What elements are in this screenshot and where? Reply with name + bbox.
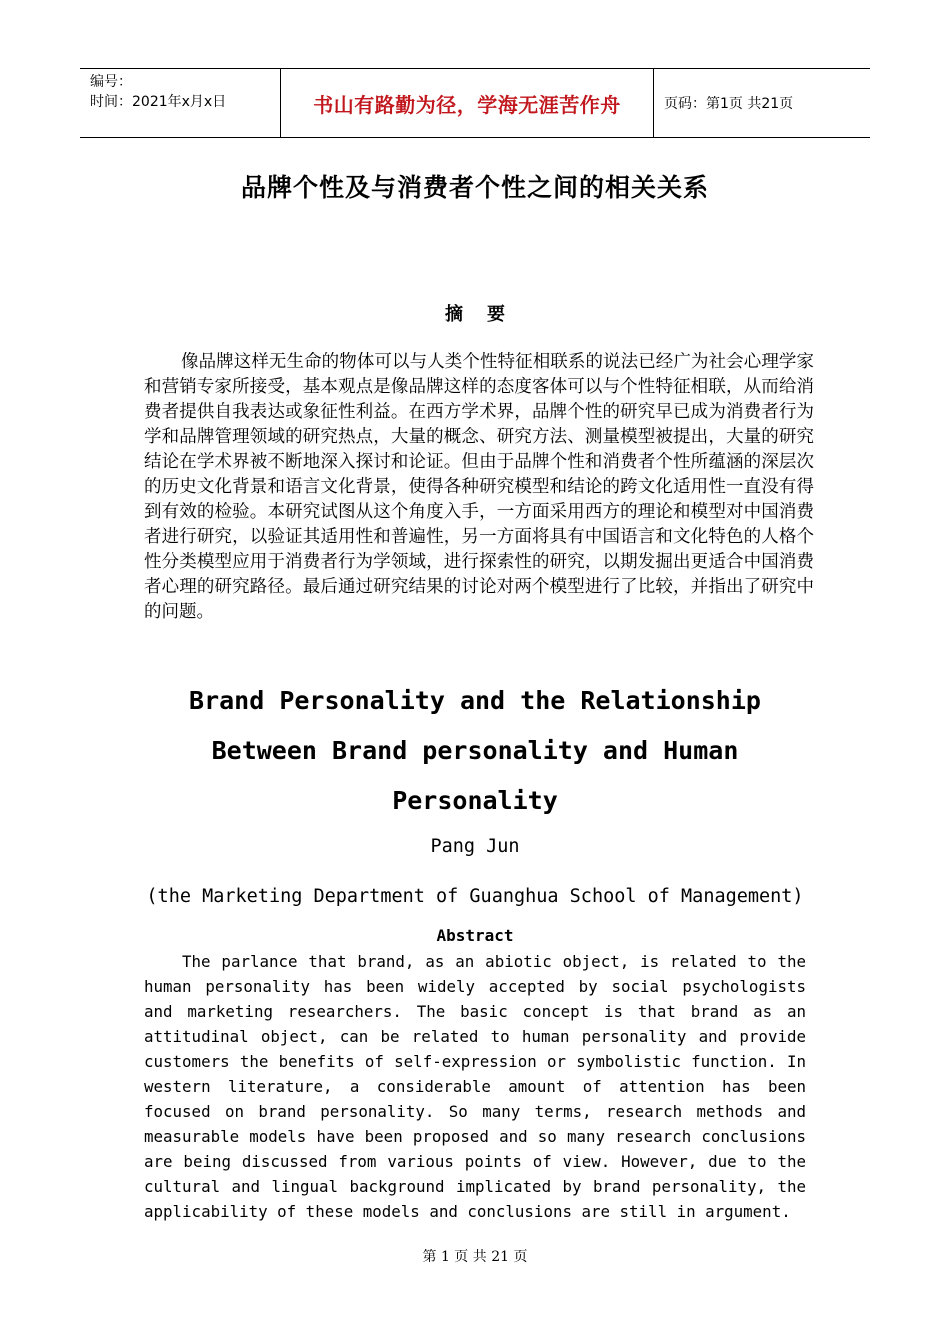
document-date-label: 时间：2021年x月x日 — [90, 94, 227, 110]
english-abstract-body: The parlance that brand, as an abiotic object, is related to the human personality has been widely accepted by social psychologists and marketing researchers. The basic concept is that brand as an attitudinal object, can be related to human personality and provide customers the benefits of self-expression or symbolistic function. In western literature, a considerable amount of attention has been focused on brand personality. So many terms, research methods and measurable models have been proposed and so many research conclusions are being discussed from various points of view. However, due to the cultural and lingual background implicated by brand personality, the applicability of these models and conclusions are still in argument. — [144, 952, 806, 1221]
english-abstract-heading: Abstract — [436, 926, 514, 945]
chinese-title: 品牌个性及与消费者个性之间的相关关系 — [240, 173, 709, 202]
header-page-info: 页码：第1页 共21页 — [664, 96, 794, 112]
author-name: Pang Jun — [430, 836, 520, 857]
chinese-abstract-heading — [0, 300, 950, 326]
document-number-label: 编号： — [90, 74, 132, 90]
author-affiliation: (the Marketing Department of Guanghua School of Management) — [146, 886, 804, 907]
english-title — [0, 676, 950, 826]
page-footer: 第 1 页 共 21 页 — [422, 1249, 528, 1265]
english-title-line-2: Between Brand personality and Human — [211, 736, 739, 765]
header-page-cell — [654, 69, 870, 137]
english-title-line-3: Personality — [392, 786, 558, 815]
chinese-abstract-body: 像品牌这样无生命的物体可以与人类个性特征相联系的说法已经广为社会心理学家和营销专家所接受，基本观点是像品牌这样的态度客体可以与个性特征相联，从而给消费者提供自我表达或象征性利益。在西方学术界，品牌个性的研究早已成为消费者行为学和品牌管理领域的研究热点，大量的概念、研究方法、测量模型被提出，大量的研究结论在学术界被不断地深入探讨和论证。但由于品牌个性和消费者个性所蕴涵的深层次的历史文化背景和语言文化背景，使得各种研究模型和结论的跨文化适用性一直没有得到有效的检验。本研究试图从这个角度入手，一方面采用西方的理论和模型对中国消费者进行研究，以验证其适用性和普遍性，另一方面将具有中国语言和文化特色的人格个性分类模型应用于消费者行为学领域，进行探索性的研究，以期发掘出更适合中国消费者心理的研究路径。最后通过研究结果的讨论对两个模型进行了比较，并指出了研究中的问题。 — [144, 352, 814, 622]
header-table — [80, 68, 870, 138]
header-motto: 书山有路勤为径，学海无涯苦作舟 — [313, 92, 621, 117]
chinese-abstract-heading-text: 摘要 — [445, 304, 529, 325]
english-title-line-1: Brand Personality and the Relationship — [189, 686, 761, 715]
header-meta-cell — [80, 69, 281, 137]
header-motto-cell — [281, 69, 654, 137]
